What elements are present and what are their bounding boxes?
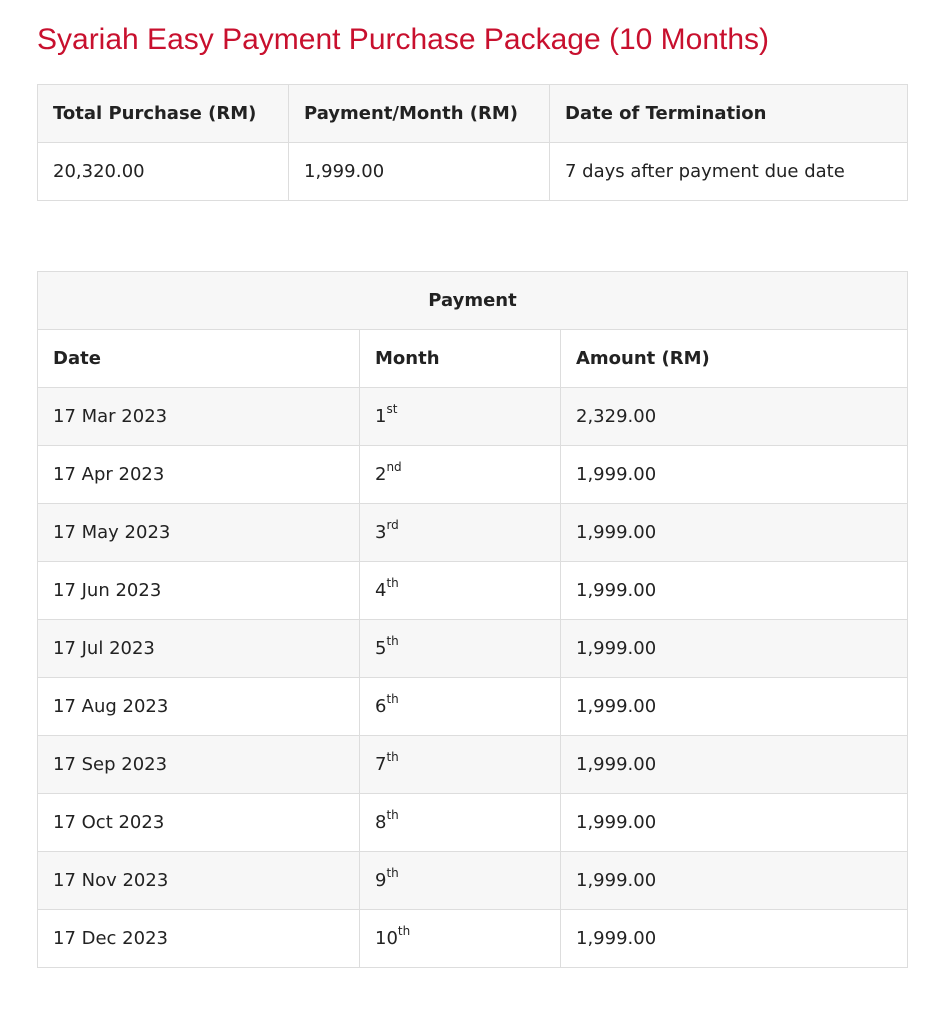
month-number: 9 [375, 870, 387, 891]
month-suffix: th [386, 866, 399, 880]
row-amount: 1,999.00 [561, 852, 908, 910]
row-amount: 1,999.00 [561, 794, 908, 852]
month-number: 7 [375, 754, 387, 775]
row-date: 17 Apr 2023 [38, 446, 360, 504]
row-date: 17 Nov 2023 [38, 852, 360, 910]
row-amount: 1,999.00 [561, 504, 908, 562]
table-row [38, 852, 908, 910]
summary-termination-value: 7 days after payment due date [550, 143, 908, 201]
schedule-caption-row [38, 272, 908, 330]
month-suffix: th [386, 808, 399, 822]
row-month [360, 910, 561, 968]
row-date: 17 Aug 2023 [38, 678, 360, 736]
row-amount: 1,999.00 [561, 620, 908, 678]
row-date: 17 Oct 2023 [38, 794, 360, 852]
month-suffix: th [386, 692, 399, 706]
table-row [38, 678, 908, 736]
table-row [38, 562, 908, 620]
schedule-body [38, 388, 908, 968]
table-row [38, 620, 908, 678]
summary-value-row [38, 143, 908, 201]
month-number: 3 [375, 522, 387, 543]
summary-header-total: Total Purchase (RM) [38, 85, 289, 143]
payment-schedule-table [37, 271, 908, 968]
table-row [38, 794, 908, 852]
table-row [38, 388, 908, 446]
month-number: 2 [375, 464, 387, 485]
row-date: 17 Mar 2023 [38, 388, 360, 446]
row-date: 17 May 2023 [38, 504, 360, 562]
row-date: 17 Jul 2023 [38, 620, 360, 678]
row-date: 17 Dec 2023 [38, 910, 360, 968]
summary-header-termination: Date of Termination [550, 85, 908, 143]
row-month [360, 388, 561, 446]
schedule-header-row [38, 330, 908, 388]
summary-table [37, 84, 908, 201]
month-suffix: nd [386, 460, 402, 474]
row-month [360, 852, 561, 910]
month-number: 4 [375, 580, 387, 601]
month-number: 5 [375, 638, 387, 659]
month-suffix: rd [386, 518, 399, 532]
row-amount: 1,999.00 [561, 736, 908, 794]
row-month [360, 504, 561, 562]
month-number: 8 [375, 812, 387, 833]
month-number: 6 [375, 696, 387, 717]
month-suffix: th [397, 924, 411, 938]
row-month [360, 562, 561, 620]
schedule-caption: Payment [38, 272, 908, 330]
month-suffix: th [386, 576, 399, 590]
summary-header-monthly: Payment/Month (RM) [289, 85, 550, 143]
row-month [360, 446, 561, 504]
schedule-header-date: Date [38, 330, 360, 388]
table-row [38, 446, 908, 504]
row-month [360, 736, 561, 794]
row-amount: 1,999.00 [561, 678, 908, 736]
month-number: 10 [375, 928, 398, 949]
row-amount: 1,999.00 [561, 446, 908, 504]
row-amount: 1,999.00 [561, 562, 908, 620]
row-amount: 1,999.00 [561, 910, 908, 968]
row-amount: 2,329.00 [561, 388, 908, 446]
table-row [38, 504, 908, 562]
schedule-header-month: Month [360, 330, 561, 388]
row-month [360, 794, 561, 852]
schedule-header-amount: Amount (RM) [561, 330, 908, 388]
summary-monthly-value: 1,999.00 [289, 143, 550, 201]
row-month [360, 620, 561, 678]
month-suffix: th [386, 634, 399, 648]
summary-total-value: 20,320.00 [38, 143, 289, 201]
summary-header-row [38, 85, 908, 143]
page-title: Syariah Easy Payment Purchase Package (10 Months) [37, 23, 770, 56]
month-suffix: st [386, 402, 398, 416]
row-month [360, 678, 561, 736]
row-date: 17 Jun 2023 [38, 562, 360, 620]
row-date: 17 Sep 2023 [38, 736, 360, 794]
table-row [38, 736, 908, 794]
table-row [38, 910, 908, 968]
month-number: 1 [375, 406, 387, 427]
month-suffix: th [386, 750, 399, 764]
